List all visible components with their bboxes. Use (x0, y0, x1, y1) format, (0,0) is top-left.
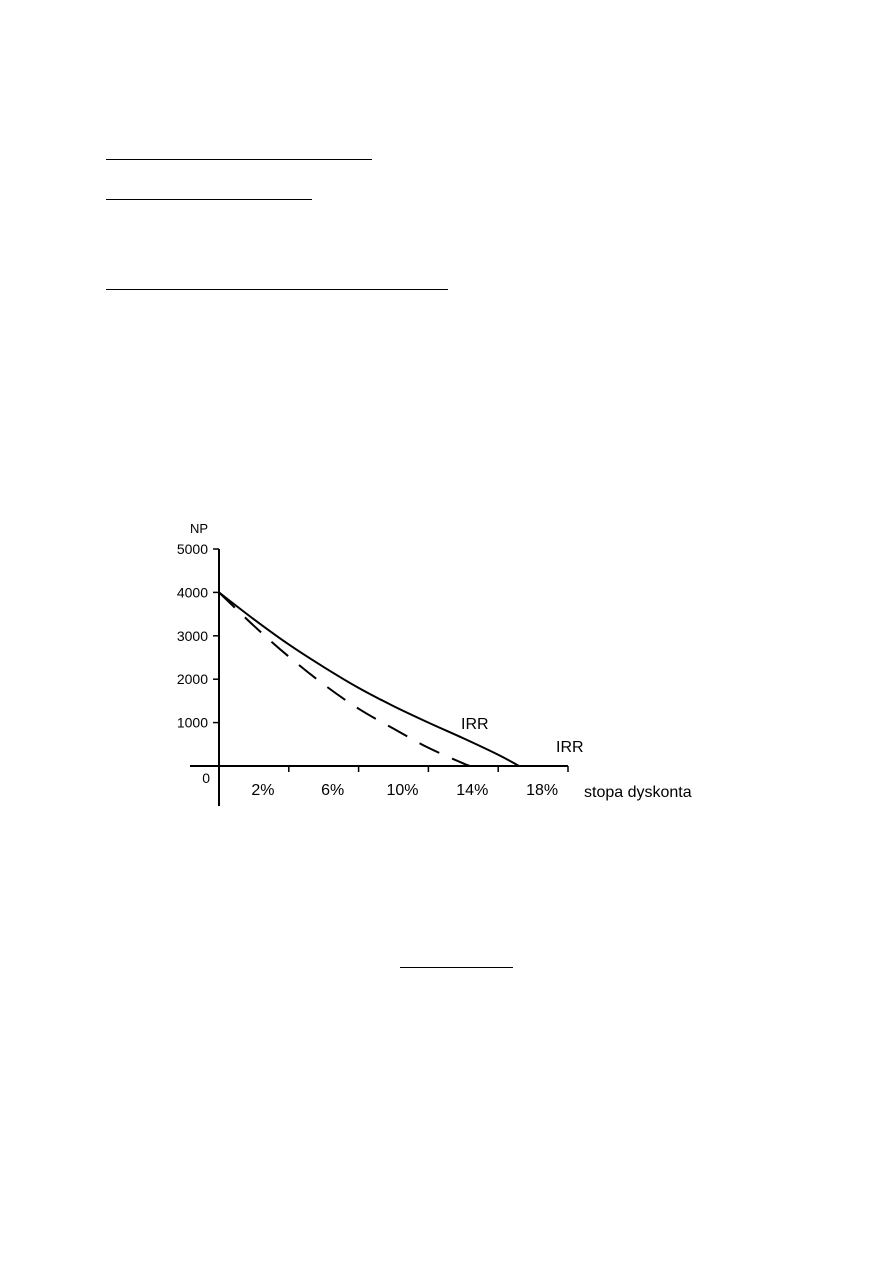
y-tick-label: 3000 (176, 627, 208, 644)
y-tick-label: 4000 (176, 584, 208, 601)
x-tick-label: 6% (321, 782, 345, 799)
x-axis-label: stopa dyskonta (584, 784, 692, 801)
series-line-solid (219, 592, 519, 766)
irr-label-dashed: IRR (461, 716, 489, 733)
y-tick-label: 1000 (176, 714, 208, 731)
x-tick-label: 10% (386, 782, 419, 799)
y-tick-label: 5000 (176, 541, 208, 557)
chart-labels (190, 521, 692, 801)
x-tick-label: 14% (456, 782, 489, 799)
text-underline-4 (400, 967, 513, 968)
y-axis-label: NP (190, 521, 209, 536)
y-tick-label: 0 (202, 770, 210, 786)
y-tick-label: 2000 (176, 671, 208, 688)
irr-label-solid: IRR (556, 739, 584, 756)
chart-axes (177, 541, 568, 806)
x-tick-label: 18% (526, 782, 559, 799)
x-tick-label: 2% (251, 782, 275, 799)
chart-series (219, 592, 519, 766)
